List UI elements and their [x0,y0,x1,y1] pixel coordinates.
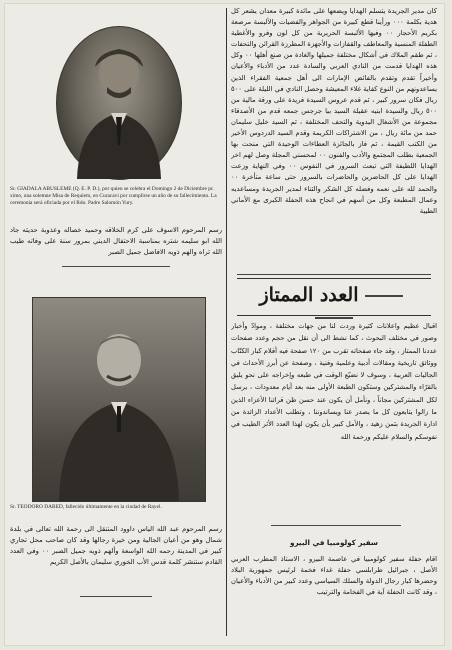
news-body [231,554,437,632]
portrait-photo-rect [32,297,206,502]
portrait-figure-icon-2 [33,298,205,501]
section-title: العدد الممتاز [237,284,431,328]
photo2-separator [80,596,152,597]
column-divider [226,8,227,636]
portrait-photo-oval [56,26,182,180]
photo1-separator [62,266,170,267]
top-rule [237,274,431,275]
section-body [231,320,437,520]
news-separator [271,525,401,526]
section-heading-box [237,278,431,316]
left-column [10,10,222,638]
portrait-figure-icon [57,27,181,179]
photo2-arabic-caption: رسم المرحوم عبد الله الياس داوود المتنقل الى رحمة الله تعالى في بلدة شمال وهو من أعيان الجالية ومن خيرة رجالها وقد كان صاحب محل تجاري كبير في المدينة رحمه الله الواسعة وألهم ذويه جميل الصبر ٠٠ وفي العدد القادم ستنشر كلمة قدس الأب الخوري سليمان بالأصل الكريم [10,525,222,567]
photo1-arabic-caption: رسم المرحوم الاسوف على كرم الخلاقه وحميد خصاله وعذوبة حديثه جاد الله ابو سليمه شتره بمناسبة الاحتفال الديني بمرور سنة على وفاته طيب الله ثراه والهم ذويه الافاضل جميل الصبر [10,226,222,257]
section-paragraph: اقبال عظيم واعلانات كثيرة وردت لنا من جهات مختلفة ، وموادّ وأخبار وصور في مختلف البحوث ، كما نشط الى أن نقل من حجم وعدد صفحات عددنا الممتاز ، وقد جاء صفحاته تقرب من ١٢٠ صفحة فيه أقلام كبار الكتّاب ووثائق تاريخية ومقالات أدبية وعلمية وفنية ، وصفحة عن أبرز الأحداث في الجاليات العربية ، وسوف لا نضيّع الوقت في طبعه وإخراجه على نحو يليق بالقرّاء والمشتركين وستكون الطبعة الأولى منه بعد أيام معدودات ، يرسل لكل المشتركين مجاناً ، ونأمل أن يكون عند حسن ظن قرائنا الأعزاء الذين ما زالوا يتابعون كل ما يصدر عنا ويساندوننا ، وتطلب الأعداد الزائدة من ادارة الجريدة بثمن زهيد ، والأمل كبير بأن يكون لهذا العدد الأثر الطيب في نفوسكم والسلام عليكم ورحمة الله [231,322,437,441]
intro-paragraph: كان مدير الجريدة يتسلم الهدايا ويضعها على مائدة كبيرة معدان يشعر كل هدية بكلمة ٠٠٠ ورأينا قطع كبيرة من الجواهر والفضيات والألبسة مرصعة بكريم الأحجار ٠٠ وفيها الألبسة الحريرية من كل لون وفرو والأغطية الطفلة المنسية والمعاطف والقفازات والأجهزة المطرزة القرائن والتحفات ، ثم طقم الملاك في أشكال مختلفة جميلها والغادة من صنع أهلها ٠٠ وكل هذه الهدايا قدمت من النادي العربي والسادة عدد من الأدباء والأعيان وأخيراً تقدم وتقدم بالفائض الإمارات الى أهل جمعية الفقراء الذين يساعدونهم من النوع كفاية غلاء المعيشة وحصل النادي في الليلة على ٥٠٠ ريال فكان سرور كبير ، ثم قدم عروس السيدة فريدة على ورقة مالية من ٥٠٠ ريال والسيدة ابنيه عقيلة السيد بيا جرجس جمعه قدم من الأصدقاء مجموعة من الأشغال اليدوية والتحف المختلفة ، ثم السيد خليل سليمان حمد من مائة ريال ، من الاشتراكات الكريمة وقدم السيد الدردوس الأخير من الكتب القيمة ، ثم فاز بالجائزة العطاءات الوحيدة التي منحت بها الجمعية بطلب المجتمع والأدب والفنون ٠٠ لمحسني المجلة وصل لهم اخر الهدايا اللطيفة التي تبعث السرور في النفوس ٠٠ وفي النهاية وزعت الهدايا على كل الحاضرين والحاضرات بالسرور حتى ساعة متأخرة ٠٠ والحمد لله على نعمه وفضله كل الشكر والثناء لمدير الجريدة ومساعديه وعمال المطبعة وكل من أسهم في انجاح هذه الحفلة الكبرى مع الأماني الطيبة [231,7,437,215]
news-title: سفير كولومبيا في البيرو [289,538,378,547]
news-paragraph: اقام حفلة سفير كولومبيا في عاصمة البيرو ، الاستاذ المطرب العربي الأصل ، جبرائيل طرابلسي حفلة غداء فخمة لرئيس جمهورية البلاد وحضرها كبار رجال الدولة والسلك السياسي وعدد كبير من الأدباء والأعيان ، وقد كانت الحفلة آية في الفخامة والترتيب [231,555,437,597]
right-column [231,6,437,638]
photo2-caption: Sr. TEODORO DABED, fallecido últimamente en la ciudad de Rayel. [10,504,162,510]
photo1-caption: Sr. GIADALA ABUSLEME (Q. E. P. D.), por quien se celebra el Domingo 2 de Diciembre pr. ximo, una solemne Misa de Requiem, en Curacavi por cumplirse un año de su fallecimiento. La ceremonia será oficiada por el Rdo. Padre Salomón Yury. [10,186,217,207]
